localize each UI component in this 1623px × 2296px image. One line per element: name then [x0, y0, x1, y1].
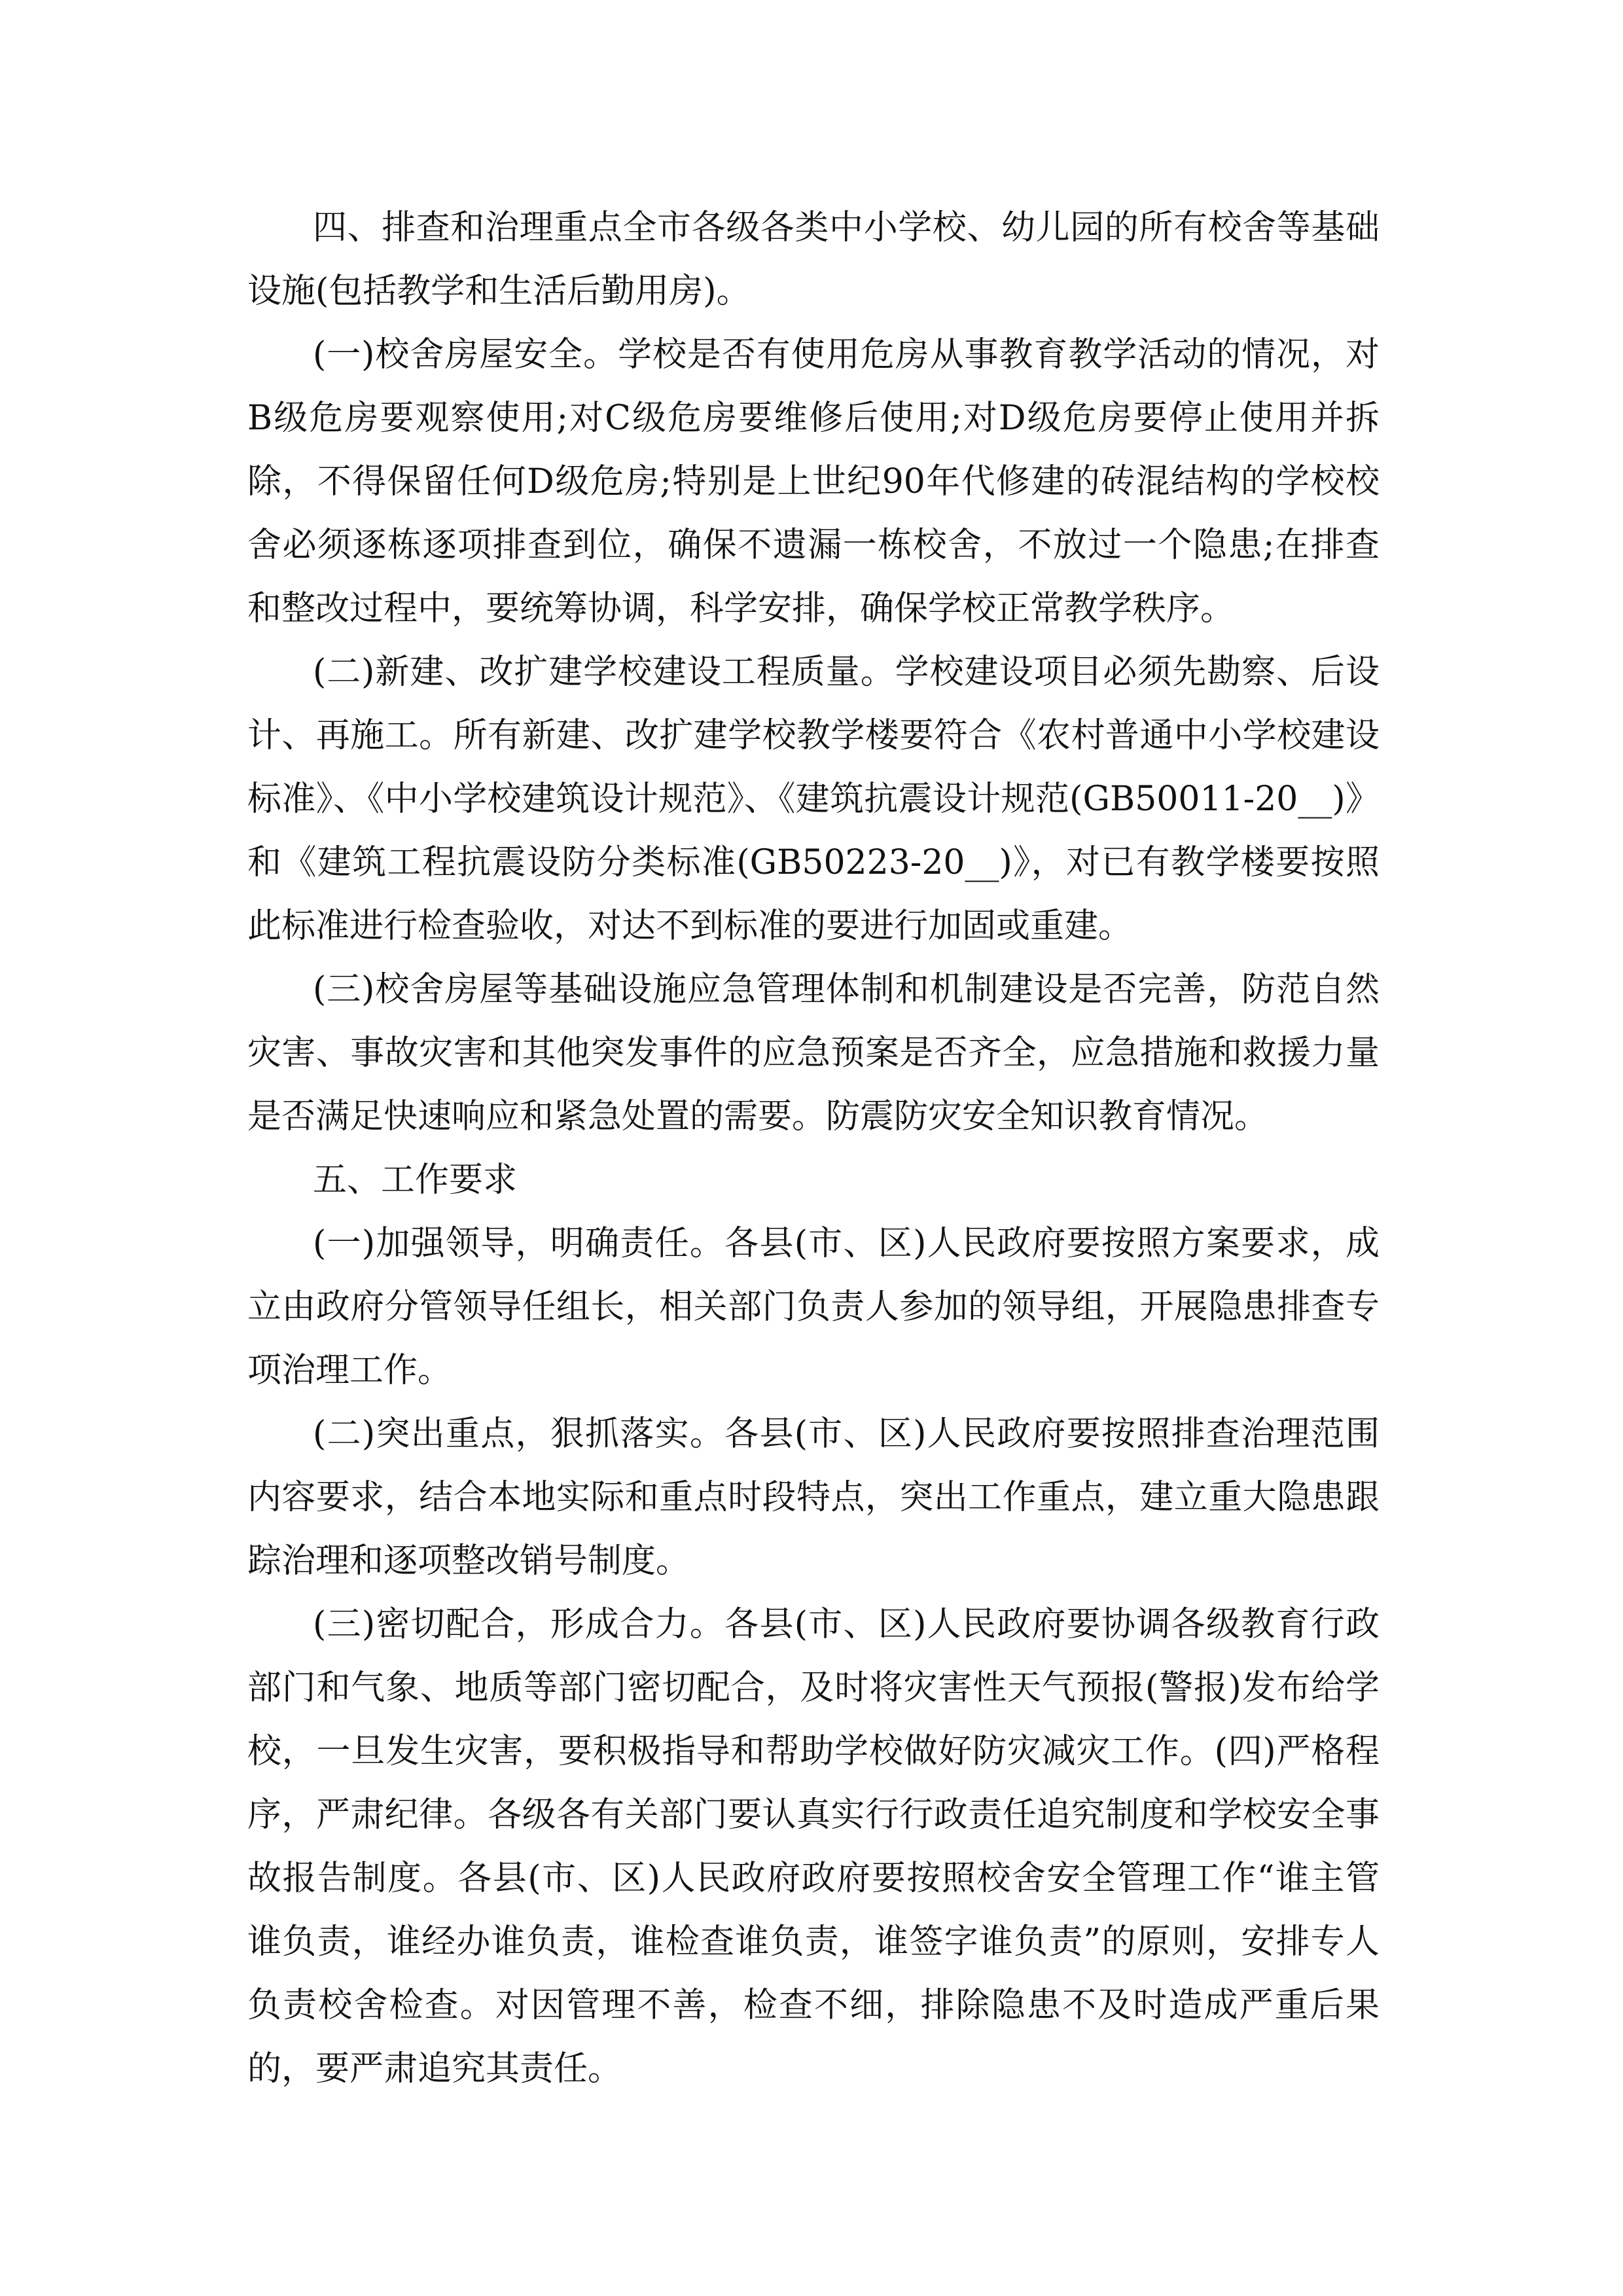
- section-4-heading-paragraph: 四、排查和治理重点全市各级各类中小学校、幼儿园的所有校舍等基础设施(包括教学和生活后勤用房)。: [247, 208, 1380, 311]
- construction-quality-paragraph: (二)新建、改扩建学校建设工程质量。学校建设项目必须先勘察、后设计、再施工。所有新建、改扩建学校教学楼要符合《农村普通中小学校建设标准》、《中小学校建筑设计规范》、《建筑抗震设计规范(GB50011-20__)》和《建筑工程抗震设防分类标准(GB50223-20__)》，对已有教学楼要按照此标准进行检查验收，对达不到标准的要进行加固或重建。: [247, 653, 1380, 946]
- school-building-safety-paragraph: (一)校舍房屋安全。学校是否有使用危房从事教育教学活动的情况，对B级危房要观察使用;对C级危房要维修后使用;对D级危房要停止使用并拆除，不得保留任何D级危房;特别是上世纪90年代修建的砖混结构的学校校舍必须逐栋逐项排查到位，确保不遗漏一栋校舍，不放过一个隐患;在排查和整改过程中，要统筹协调，科学安排，确保学校正常教学秩序。: [247, 335, 1380, 628]
- document-page: [247, 196, 1380, 2101]
- emergency-management-paragraph: (三)校舍房屋等基础设施应急管理体制和机制建设是否完善，防范自然灾害、事故灾害和其他突发事件的应急预案是否齐全，应急措施和救援力量是否满足快速响应和紧急处置的需要。防震防灾安全知识教育情况。: [247, 970, 1380, 1136]
- section-5-heading: 五、工作要求: [313, 1160, 518, 1200]
- key-points-paragraph: (二)突出重点，狠抓落实。各县(市、区)人民政府要按照排查治理范围内容要求，结合本地实际和重点时段特点，突出工作重点，建立重大隐患跟踪治理和逐项整改销号制度。: [247, 1414, 1380, 1581]
- leadership-responsibility-paragraph: (一)加强领导，明确责任。各县(市、区)人民政府要按照方案要求，成立由政府分管领导任组长，相关部门负责人参加的领导组，开展隐患排查专项治理工作。: [247, 1224, 1380, 1390]
- cooperation-discipline-paragraph: (三)密切配合，形成合力。各县(市、区)人民政府要协调各级教育行政部门和气象、地质等部门密切配合，及时将灾害性天气预报(警报)发布给学校，一旦发生灾害，要积极指导和帮助学校做好防灾减灾工作。(四)严格程序，严肃纪律。各级各有关部门要认真实行行政责任追究制度和学校安全事故报告制度。各县(市、区)人民政府政府要按照校舍安全管理工作“谁主管谁负责，谁经办谁负责，谁检查谁负责，谁签字谁负责”的原则，安排专人负责校舍检查。对因管理不善，检查不细，排除隐患不及时造成严重后果的，要严肃追究其责任。: [247, 1605, 1380, 2089]
